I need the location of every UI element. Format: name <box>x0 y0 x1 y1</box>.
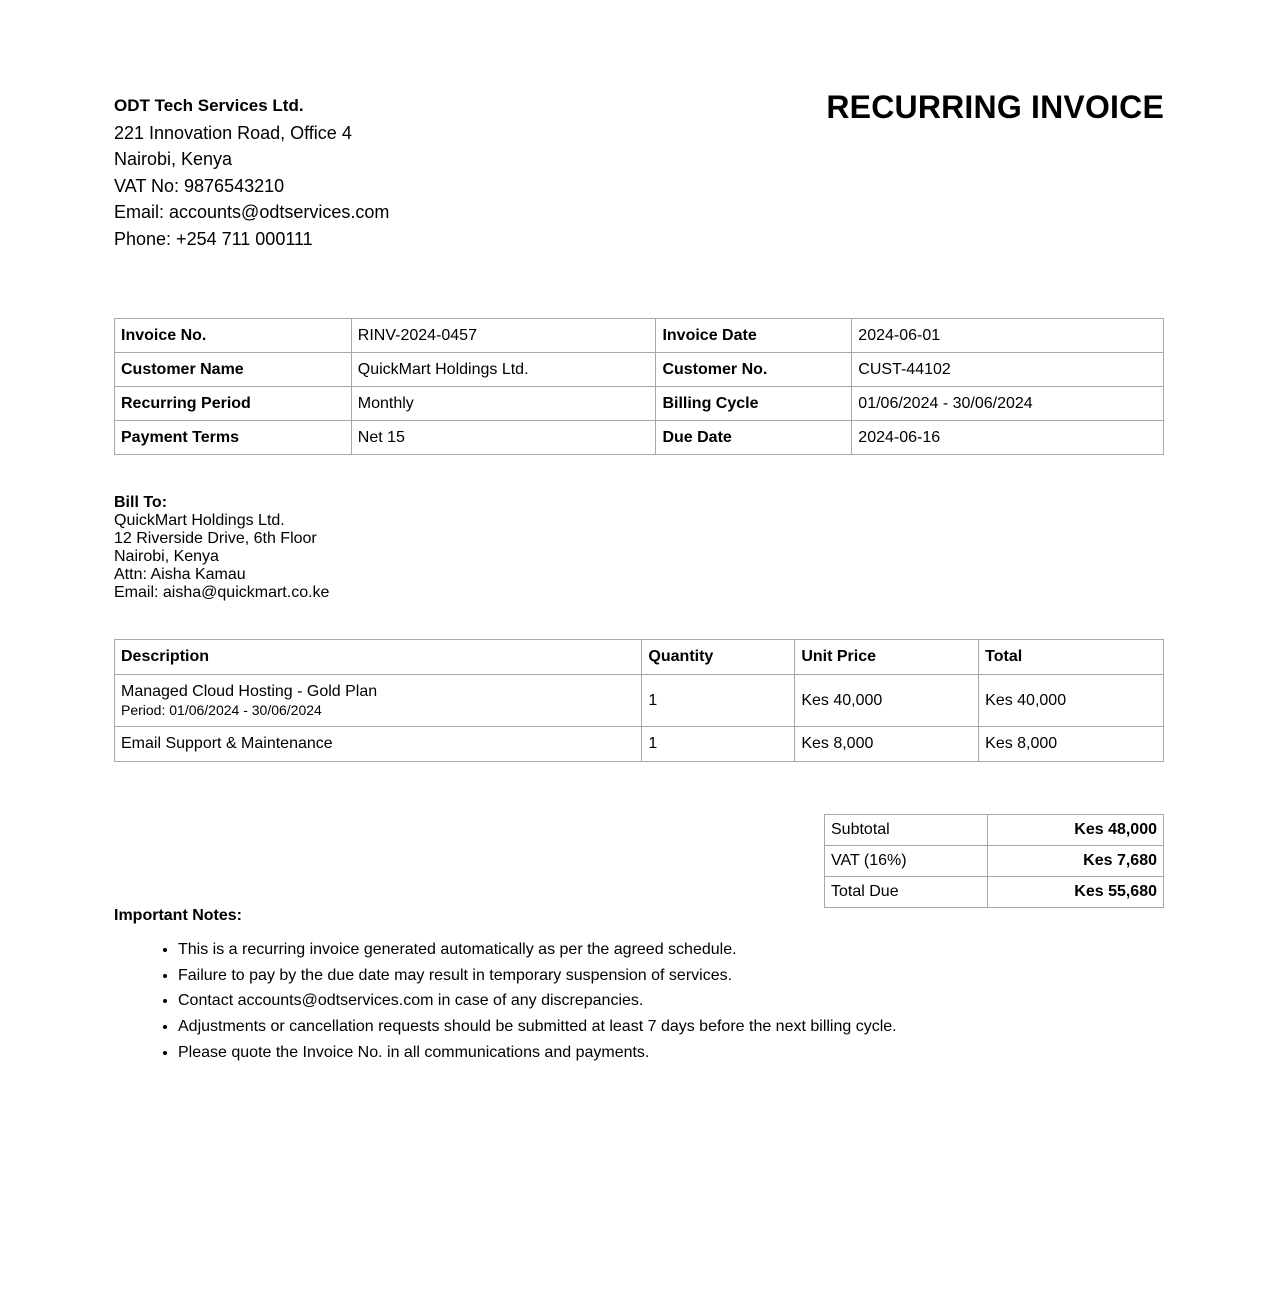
meta-row <box>115 421 1164 455</box>
vat-label: VAT (16%) <box>825 846 988 877</box>
company-email: Email: accounts@odtservices.com <box>114 202 390 222</box>
item-unit-price: Kes 40,000 <box>795 675 979 727</box>
totals-table <box>824 814 1164 908</box>
item-total: Kes 8,000 <box>979 727 1164 762</box>
recurring-period-value: Monthly <box>351 387 656 421</box>
due-date-label: Due Date <box>656 421 852 455</box>
customer-name-label: Customer Name <box>115 353 352 387</box>
bill-to-attn: Attn: Aisha Kamau <box>114 566 246 583</box>
list-item: • Please quote the Invoice No. in all communications and payments. <box>178 1040 1114 1066</box>
notes-list <box>114 937 1114 1066</box>
line-items-table <box>114 639 1164 762</box>
payment-terms-value: Net 15 <box>351 421 656 455</box>
company-address-line1: 221 Innovation Road, Office 4 <box>114 122 352 143</box>
total-due-row <box>825 877 1164 908</box>
invoice-date-label: Invoice Date <box>656 319 852 353</box>
company-address-line2: Nairobi, Kenya <box>114 149 233 169</box>
item-total: Kes 40,000 <box>979 675 1164 727</box>
bill-to-email: Email: aisha@quickmart.co.ke <box>114 584 330 601</box>
vat-row <box>825 846 1164 877</box>
item-description: Email Support & Maintenance <box>115 727 642 762</box>
total-due-value: Kes 55,680 <box>987 877 1163 908</box>
item-quantity: 1 <box>642 675 795 727</box>
list-item: • Failure to pay by the due date may result in temporary suspension of services. <box>178 963 1114 989</box>
bill-to-name: QuickMart Holdings Ltd. <box>114 512 285 529</box>
total-due-label: Total Due <box>825 877 988 908</box>
item-description-cell <box>115 675 642 727</box>
company-phone: Phone: +254 711 000111 <box>114 228 313 249</box>
notes-heading: Important Notes: <box>114 907 242 924</box>
customer-no-value: CUST-44102 <box>852 353 1164 387</box>
table-row <box>115 675 1164 727</box>
company-name: ODT Tech Services Ltd. <box>114 96 304 115</box>
bill-to-address-line1: 12 Riverside Drive, 6th Floor <box>114 530 317 547</box>
invoice-meta-table <box>114 318 1164 455</box>
list-item: • This is a recurring invoice generated automatically as per the agreed schedule. <box>178 937 1114 963</box>
billing-cycle-label: Billing Cycle <box>656 387 852 421</box>
invoice-no-label: Invoice No. <box>115 319 352 353</box>
bill-to-address-line2: Nairobi, Kenya <box>114 548 219 565</box>
due-date-value: 2024-06-16 <box>852 421 1164 455</box>
document-title: RECURRING INVOICE <box>826 89 1164 125</box>
company-details <box>114 93 389 252</box>
bill-to-heading: Bill To: <box>114 494 168 511</box>
invoice-date-value: 2024-06-01 <box>852 319 1164 353</box>
item-unit-price: Kes 8,000 <box>795 727 979 762</box>
recurring-period-label: Recurring Period <box>115 387 352 421</box>
meta-row <box>115 387 1164 421</box>
billing-cycle-value: 01/06/2024 - 30/06/2024 <box>852 387 1164 421</box>
subtotal-value: Kes 48,000 <box>987 815 1163 846</box>
list-item: • Adjustments or cancellation requests should be submitted at least 7 days before the next billing cycle. <box>178 1014 1114 1040</box>
table-header-row <box>115 640 1164 675</box>
item-description: Managed Cloud Hosting - Gold Plan <box>121 683 378 700</box>
payment-terms-label: Payment Terms <box>115 421 352 455</box>
column-header-unit-price: Unit Price <box>795 640 979 675</box>
item-period: Period: 01/06/2024 - 30/06/2024 <box>121 702 322 718</box>
customer-name-value: QuickMart Holdings Ltd. <box>351 353 656 387</box>
subtotal-label: Subtotal <box>825 815 988 846</box>
vat-value: Kes 7,680 <box>987 846 1163 877</box>
list-item: • Contact accounts@odtservices.com in case of any discrepancies. <box>178 988 1114 1014</box>
meta-row <box>115 353 1164 387</box>
item-quantity: 1 <box>642 727 795 762</box>
table-row <box>115 727 1164 762</box>
company-vat: VAT No: 9876543210 <box>114 175 285 196</box>
bill-to-block <box>114 494 329 602</box>
column-header-quantity: Quantity <box>642 640 795 675</box>
meta-row <box>115 319 1164 353</box>
customer-no-label: Customer No. <box>656 353 852 387</box>
column-header-total: Total <box>979 640 1164 675</box>
subtotal-row <box>825 815 1164 846</box>
column-header-description: Description <box>115 640 642 675</box>
invoice-no-value: RINV-2024-0457 <box>351 319 656 353</box>
